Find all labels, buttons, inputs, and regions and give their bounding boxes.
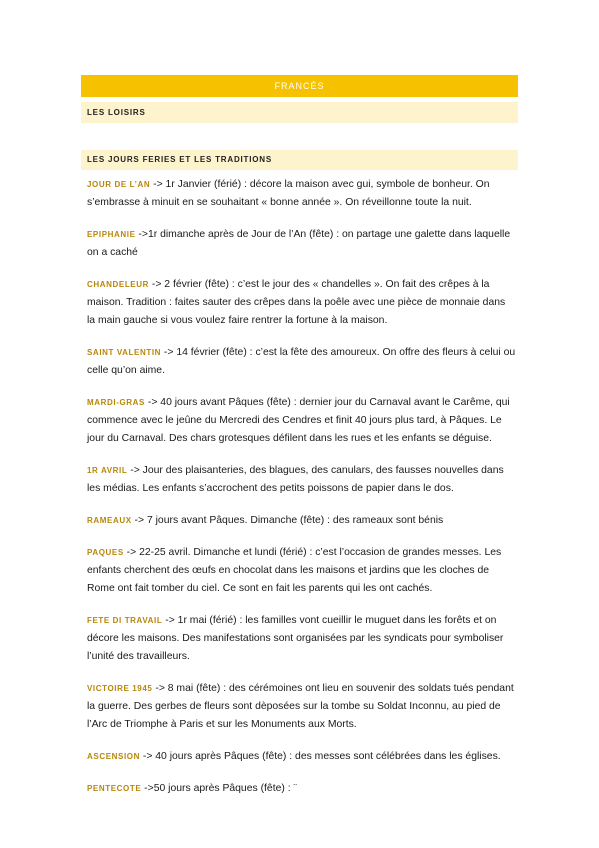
document-subtitle: LES LOISIRS bbox=[81, 102, 518, 123]
holiday-name: MARDI-GRAS bbox=[87, 398, 145, 407]
holiday-entry bbox=[87, 176, 516, 212]
holiday-entry bbox=[87, 512, 516, 530]
holiday-name: VICTOIRE 1945 bbox=[87, 684, 153, 693]
holiday-entry bbox=[87, 612, 516, 666]
holiday-entry bbox=[87, 394, 516, 448]
holiday-entry bbox=[87, 344, 516, 380]
holiday-name: ASCENSION bbox=[87, 752, 140, 761]
holiday-description: ->50 jours après Pâques (fête) : ¨ bbox=[141, 783, 297, 794]
holiday-description: -> 22-25 avril. Dimanche et lundi (férié) : c’est l’occasion de grandes messes. Les enfants cherchent des œufs en chocolat dans les maisons et jardins que les cloches de Rome ont fait tomber du ciel. Ce sont en fait les parents qui les ont cachés. bbox=[87, 547, 502, 594]
holiday-entry bbox=[87, 276, 516, 330]
holiday-entry bbox=[87, 748, 516, 766]
document-page bbox=[81, 75, 518, 812]
holiday-entry bbox=[87, 544, 516, 598]
holiday-description: -> 8 mai (fête) : des cérémoines ont lieu en souvenir des soldats tués pendant la guerre. Des gerbes de fleurs sont dèposées sur la tombe su Soldat Inconnu, au pied de l’Arc de Triomphe à Paris et sur les Monuments aux Morts. bbox=[87, 683, 514, 730]
holiday-description: ->1r dimanche après de Jour de l’An (fête) : on partage une galette dans laquelle on a caché bbox=[87, 229, 511, 258]
holiday-description: -> 40 jours avant Pâques (fête) : dernier jour du Carnaval avant le Carême, qui commence avec le jeûne du Mercredi des Cendres et finit 40 jours plus tard, à Pâques. Le jour du Carnaval. Des chars grotesques défilent dans les rues et les enfants se déguise. bbox=[87, 397, 510, 444]
holiday-description: -> 1r mai (férié) : les familles vont cueillir le muguet dans les forêts et on décore les maisons. Des manifestations sont organisées par les syndicats pour symboliser l’unité des travailleurs. bbox=[87, 615, 504, 662]
holiday-name: EPIPHANIE bbox=[87, 230, 136, 239]
document-title: FRANCÉS bbox=[81, 75, 518, 97]
holiday-name: CHANDELEUR bbox=[87, 280, 149, 289]
holiday-description: -> 1r Janvier (férié) : décore la maison avec gui, symbole de bonheur. On s’embrasse à minuit en se souhaitant « bonne année ». On réveillonne toute la nuit. bbox=[87, 179, 490, 208]
holiday-description: -> Jour des plaisanteries, des blagues, des canulars, des fausses nouvelles dans les médias. Les enfants s’accrochent des petits poissons de papier dans le dos. bbox=[87, 465, 504, 494]
holiday-entry bbox=[87, 680, 516, 734]
holiday-name: RAMEAUX bbox=[87, 516, 132, 525]
holiday-name: PAQUES bbox=[87, 548, 124, 557]
holiday-entry bbox=[87, 780, 516, 798]
section-heading: LES JOURS FERIES ET LES TRADITIONS bbox=[81, 150, 518, 170]
holiday-name: JOUR DE L’AN bbox=[87, 180, 151, 189]
holiday-name: 1R AVRIL bbox=[87, 466, 128, 475]
holiday-description: -> 7 jours avant Pâques. Dimanche (fête) : des rameaux sont bénis bbox=[131, 515, 444, 526]
holiday-name: FETE DI TRAVAIL bbox=[87, 616, 163, 625]
holiday-entry bbox=[87, 226, 516, 262]
holiday-description: -> 40 jours après Pâques (fête) : des messes sont célébrées dans les églises. bbox=[139, 751, 501, 762]
holiday-name: SAINT VALENTIN bbox=[87, 348, 162, 357]
holiday-list bbox=[81, 176, 518, 798]
holiday-description: -> 2 février (fête) : c’est le jour des « chandelles ». On fait des crêpes à la maison. Tradition : faites sauter des crêpes dans la poêle avec une pièce de monnaie dans la main gauche si vous voulez faire rentrer la fortune à la maison. bbox=[87, 279, 506, 326]
holiday-name: PENTECOTE bbox=[87, 784, 142, 793]
holiday-description: -> 14 février (fête) : c’est la fête des amoureux. On offre des fleurs à celui ou celle qu’on aime. bbox=[87, 347, 516, 376]
holiday-entry bbox=[87, 462, 516, 498]
